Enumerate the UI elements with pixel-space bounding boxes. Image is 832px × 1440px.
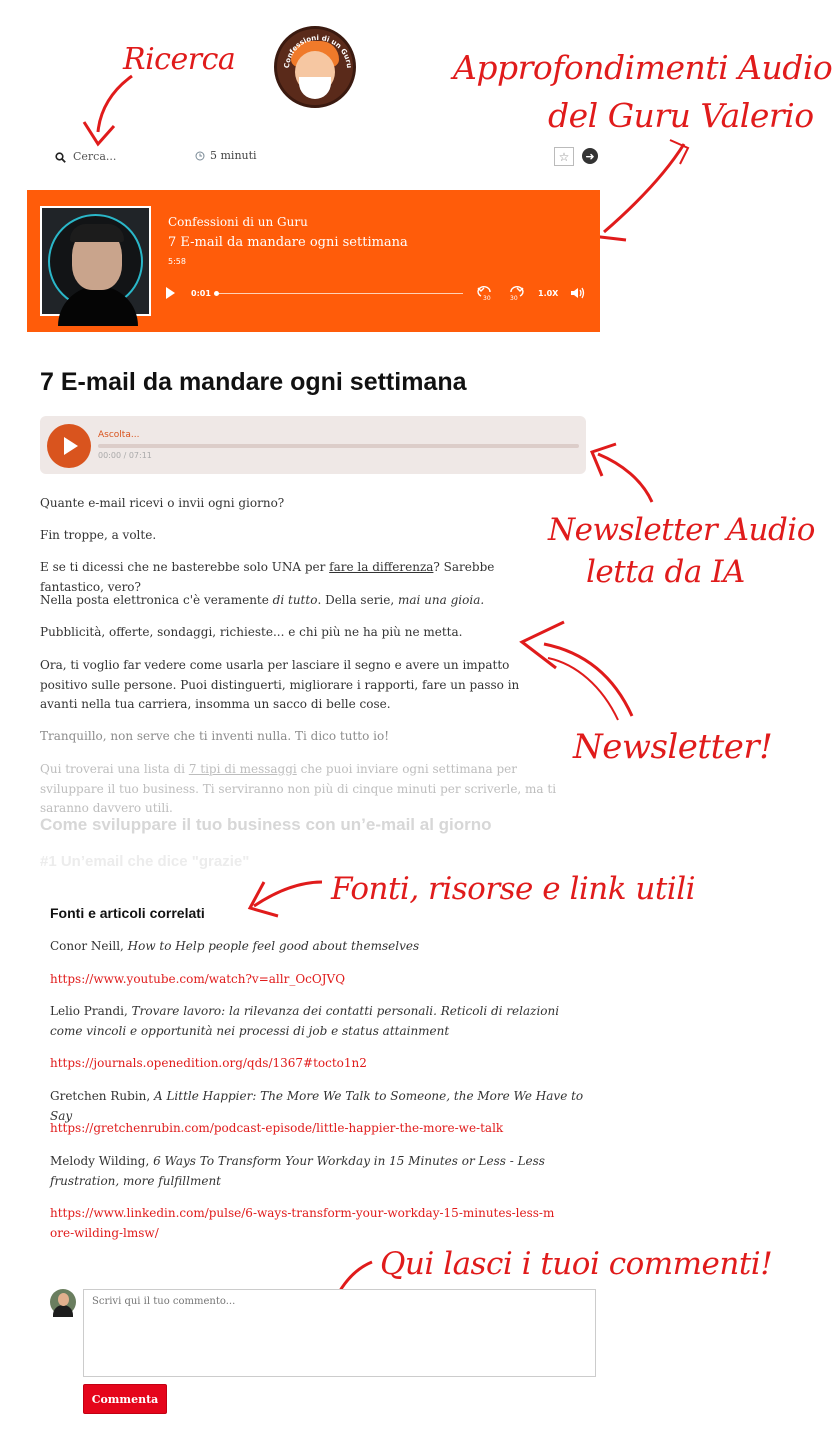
annotation-newsletter: Newsletter! <box>573 727 773 767</box>
newsletter-audio-label: Ascolta... <box>98 430 140 440</box>
source-work: A Little Happier: The More We Talk to Someone, the More We Have to Say <box>50 1089 584 1123</box>
annotation-newsletter-audio-line2: letta da IA <box>586 554 745 590</box>
paragraph-text: ? Sarebbe fantastico, vero? <box>40 560 495 594</box>
svg-text:30: 30 <box>510 295 518 302</box>
site-logo[interactable] <box>274 26 356 108</box>
cover-ring <box>48 214 143 309</box>
player-show-name: Confessioni di un Guru <box>168 215 308 229</box>
player-duration: 5:58 <box>168 257 186 266</box>
arrow-right-circle-icon: ➜ <box>585 149 595 163</box>
annotation-arrow-audio <box>584 136 694 248</box>
annotation-search: Ricerca <box>123 42 236 77</box>
logo-text-ring <box>277 29 359 111</box>
annotation-comments: Qui lasci i tuoi commenti! <box>380 1246 773 1282</box>
source-item <box>50 937 600 957</box>
source-work: How to Help people feel good about themselves <box>127 939 420 953</box>
avatar <box>50 1289 76 1315</box>
article-paragraph-2: Fin troppe, a volte. <box>40 528 157 542</box>
article-link-tipi-messaggi[interactable]: 7 tipi di messaggi <box>188 762 297 776</box>
annotation-arrow-newsletter-audio <box>586 440 662 508</box>
svg-text:30: 30 <box>483 295 491 302</box>
source-author: Lelio Prandi, <box>50 1004 132 1018</box>
article-link-differenza[interactable]: fare la differenza <box>329 560 434 574</box>
sources-title: Fonti e articoli correlati <box>50 905 205 921</box>
annotation-newsletter-audio-line1: Newsletter Audio <box>548 512 815 548</box>
source-work: Trovare lavoro: la rilevanza dei contatti personali. Reticoli di relazioni come vincoli e opportunità nei processi di job e status attainment <box>50 1004 560 1038</box>
source-work: 6 Ways To Transform Your Workday in 15 Minutes or Less - Less frustration, more fulfillment <box>50 1154 545 1188</box>
newsletter-audio-time: 00:00 / 07:11 <box>98 451 152 460</box>
emphasis-text: mai una gioia. <box>398 593 485 607</box>
clock-icon <box>195 151 205 161</box>
player-current-time: 0:01 <box>191 289 211 298</box>
emphasis-text: di tutto <box>272 593 318 607</box>
article-paragraph-1: Quante e-mail ricevi o invii ogni giorno? <box>40 496 285 510</box>
source-link[interactable]: https://journals.openedition.org/qds/1367#tocto1n2 <box>50 1056 367 1070</box>
article-paragraph-4 <box>40 591 550 611</box>
source-link[interactable]: https://www.linkedin.com/pulse/6-ways-transform-your-workday-15-minutes-less-more-wilding-lmsw/ <box>50 1206 555 1240</box>
source-link[interactable]: https://gretchenrubin.com/podcast-episode/little-happier-the-more-we-talk <box>50 1121 504 1135</box>
source-link[interactable]: https://www.youtube.com/watch?v=allr_OcOJVQ <box>50 972 346 986</box>
playback-speed-button[interactable]: 1.0X <box>538 289 559 298</box>
paragraph-text: E se ti dicessi che ne basterebbe solo UNA per <box>40 560 330 574</box>
article-paragraph-7: Tranquillo, non serve che ti inventi nulla. Ti dico tutto io! <box>40 729 390 743</box>
annotation-arrow-sources <box>244 876 326 920</box>
source-item <box>50 1152 580 1191</box>
source-author: Gretchen Rubin, <box>50 1089 154 1103</box>
star-icon: ☆ <box>558 149 570 164</box>
player-progress-track[interactable] <box>216 293 463 294</box>
source-author: Melody Wilding, <box>50 1154 154 1168</box>
annotation-audio-line2: del Guru Valerio <box>548 96 814 135</box>
favorite-button[interactable] <box>554 147 574 166</box>
comment-textarea[interactable] <box>83 1289 596 1377</box>
article-paragraph-6: Ora, ti voglio far vedere come usarla per lasciare il segno e avere un impatto positivo sulle persone. Puoi distinguerti, migliorare i rapporti, fare un passo in avanti nella tua carriera, insomma un sacco di belle cose. <box>40 658 520 711</box>
cover-body <box>58 286 138 326</box>
annotation-sources: Fonti, risorse e link utili <box>331 871 696 907</box>
article-heading-business: Come sviluppare il tuo business con un’e-mail al giorno <box>40 815 492 834</box>
source-author: Conor Neill, <box>50 939 128 953</box>
avatar-head <box>58 1293 69 1306</box>
search-icon[interactable] <box>55 152 66 163</box>
play-icon <box>64 437 78 455</box>
search-input[interactable]: Cerca... <box>73 150 117 163</box>
player-play-button[interactable] <box>166 287 175 299</box>
paragraph-text: che puoi inviare ogni settimana per sviluppare il tuo business. Ti serviranno non più di cinque minuti per scriverle, ma ti saranno davvero utili. <box>40 762 557 815</box>
article-paragraph-8 <box>40 760 570 819</box>
submit-comment-button[interactable]: Commenta <box>83 1384 167 1414</box>
article-title: 7 E-mail da mandare ogni settimana <box>40 368 467 396</box>
source-item <box>50 1002 595 1041</box>
volume-icon[interactable] <box>570 286 586 300</box>
rewind-30-button[interactable] <box>476 285 494 301</box>
newsletter-audio-progress[interactable] <box>98 444 579 448</box>
article-heading-grazie: #1 Un’email che dice "grazie" <box>40 853 250 870</box>
svg-text:Confessioni di un Guru: Confessioni di un Guru <box>282 33 354 69</box>
forward-30-button[interactable] <box>507 285 525 301</box>
annotation-arrow-search <box>72 70 142 152</box>
reading-time: 5 minuti <box>210 149 257 162</box>
next-button[interactable] <box>582 148 598 164</box>
paragraph-text: Qui troverai una lista di <box>40 762 189 776</box>
avatar-body <box>53 1305 73 1317</box>
episode-cover <box>40 206 151 316</box>
player-episode-title: 7 E-mail da mandare ogni settimana <box>168 235 408 250</box>
cover-hair <box>70 224 124 242</box>
annotation-audio-line1: Approfondimenti Audio <box>453 48 832 87</box>
newsletter-audio-play-button[interactable] <box>47 424 91 468</box>
paragraph-text: . Della serie, <box>317 593 398 607</box>
article-paragraph-5: Pubblicità, offerte, sondaggi, richieste... e chi più ne ha più ne metta. <box>40 625 463 639</box>
paragraph-text: Nella posta elettronica c'è veramente <box>40 593 273 607</box>
player-progress-handle[interactable] <box>214 291 219 296</box>
